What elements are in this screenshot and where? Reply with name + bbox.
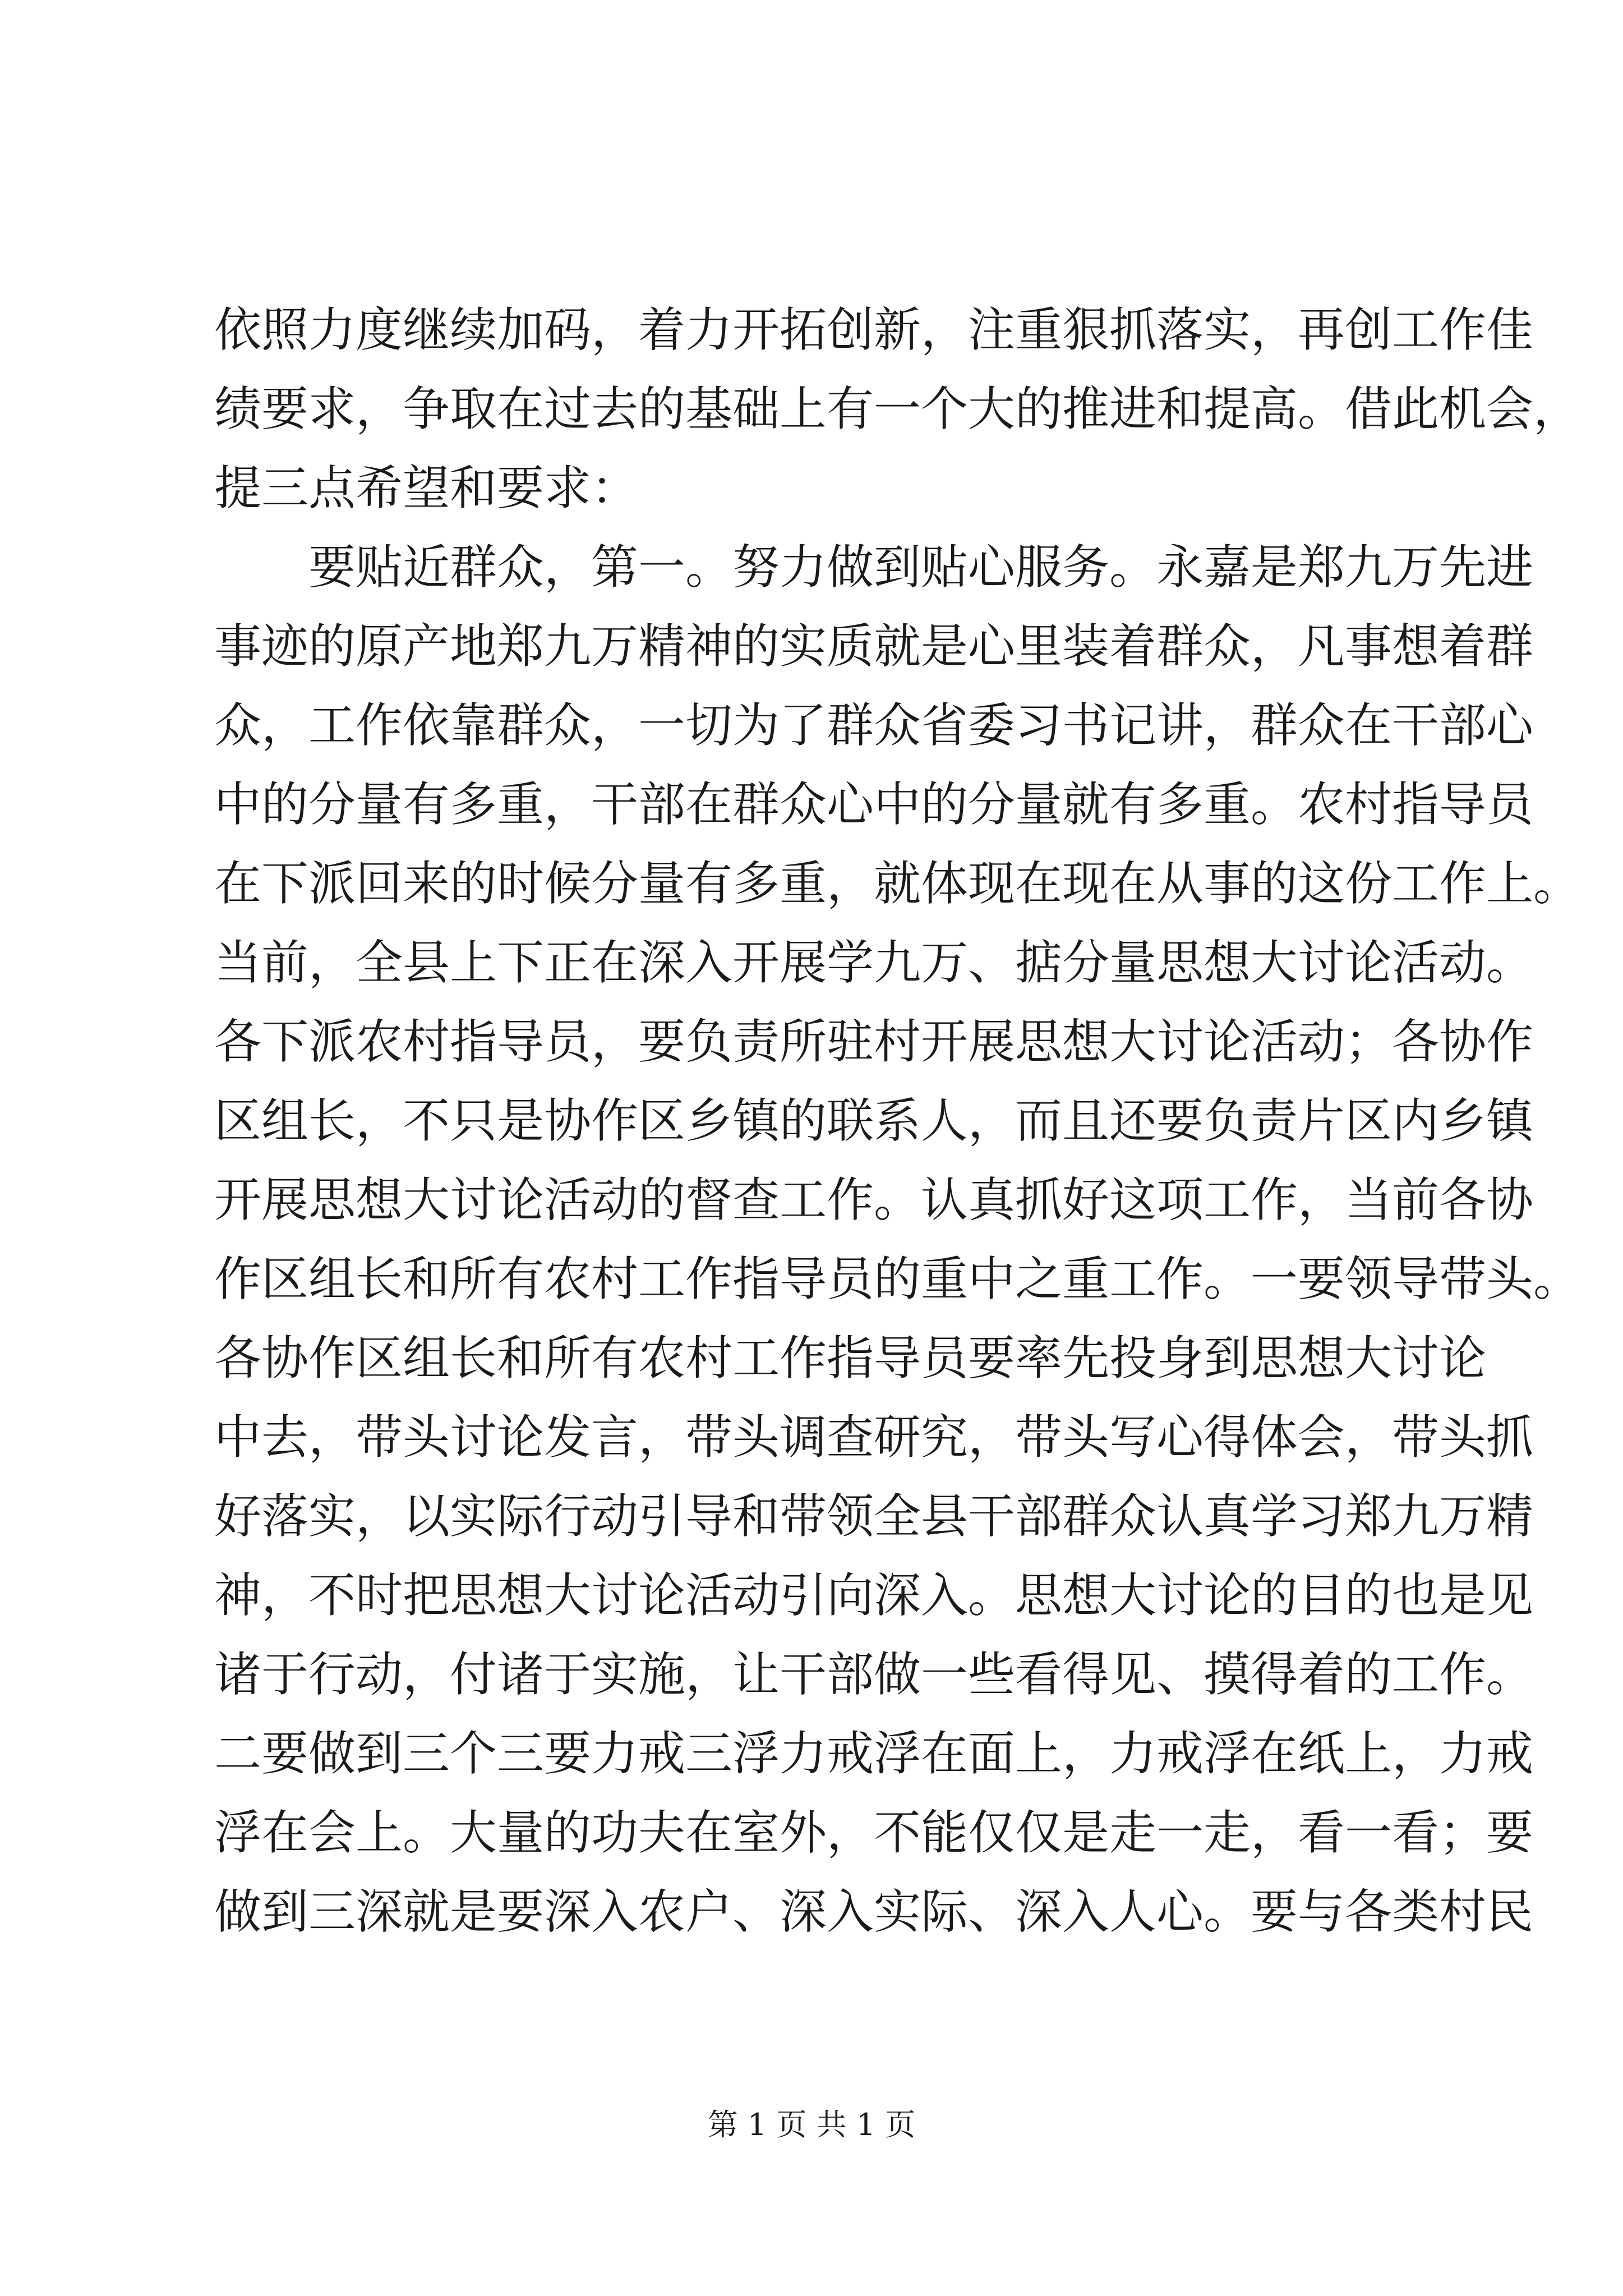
text-line: 当前，全县上下正在深入开展学九万、掂分量思想大讨论活动。 xyxy=(214,935,1534,990)
text-line: 中的分量有多重，干部在群众心中的分量就有多重。农村指导员 xyxy=(214,777,1534,832)
text-line: 区组长，不只是协作区乡镇的联系人，而且还要负责片区内乡镇 xyxy=(214,1093,1534,1148)
page-number-label: 第 1 页 共 1 页 xyxy=(707,2107,916,2142)
text-line: 各下派农村指导员，要负责所驻村开展思想大讨论活动；各协作 xyxy=(214,1014,1534,1069)
text-line: 各协作区组长和所有农村工作指导员要率先投身到思想大讨论 xyxy=(214,1331,1487,1386)
text-line: 做到三深就是要深入农户、深入实际、深入人心。要与各类村民 xyxy=(214,1884,1534,1939)
text-line: 事迹的原产地郑九万精神的实质就是心里装着群众，凡事想着群 xyxy=(214,619,1534,674)
text-line: 在下派回来的时候分量有多重，就体现在现在从事的这份工作上。 xyxy=(214,856,1581,911)
page-footer xyxy=(0,2102,1623,2147)
text-line: 中去，带头讨论发言，带头调查研究，带头写心得体会，带头抓 xyxy=(214,1410,1534,1465)
text-line: 神，不时把思想大讨论活动引向深入。思想大讨论的目的也是见 xyxy=(214,1568,1534,1623)
text-line: 提三点希望和要求： xyxy=(214,461,639,516)
text-line: 众，工作依靠群众，一切为了群众省委习书记讲，群众在干部心 xyxy=(214,698,1534,753)
text-line: 依照力度继续加码，着力开拓创新，注重狠抓落实，再创工作佳 xyxy=(214,302,1534,357)
text-line: 开展思想大讨论活动的督查工作。认真抓好这项工作，当前各协 xyxy=(214,1172,1534,1227)
text-line: 浮在会上。大量的功夫在室外，不能仅仅是走一走，看一看；要 xyxy=(214,1805,1534,1860)
text-line: 二要做到三个三要力戒三浮力戒浮在面上，力戒浮在纸上，力戒 xyxy=(214,1726,1534,1781)
document-body xyxy=(214,291,1581,1952)
text-line: 绩要求，争取在过去的基础上有一个大的推进和提高。借此机会， xyxy=(214,381,1581,436)
text-line: 好落实，以实际行动引导和带领全县干部群众认真学习郑九万精 xyxy=(214,1489,1534,1544)
text-line: 作区组长和所有农村工作指导员的重中之重工作。一要领导带头。 xyxy=(214,1251,1581,1306)
paragraph-first-line: 要贴近群众，第一。努力做到贴心服务。永嘉是郑九万先进 xyxy=(308,540,1534,595)
text-line: 诸于行动，付诸于实施，让干部做一些看得见、摸得着的工作。 xyxy=(214,1647,1534,1702)
